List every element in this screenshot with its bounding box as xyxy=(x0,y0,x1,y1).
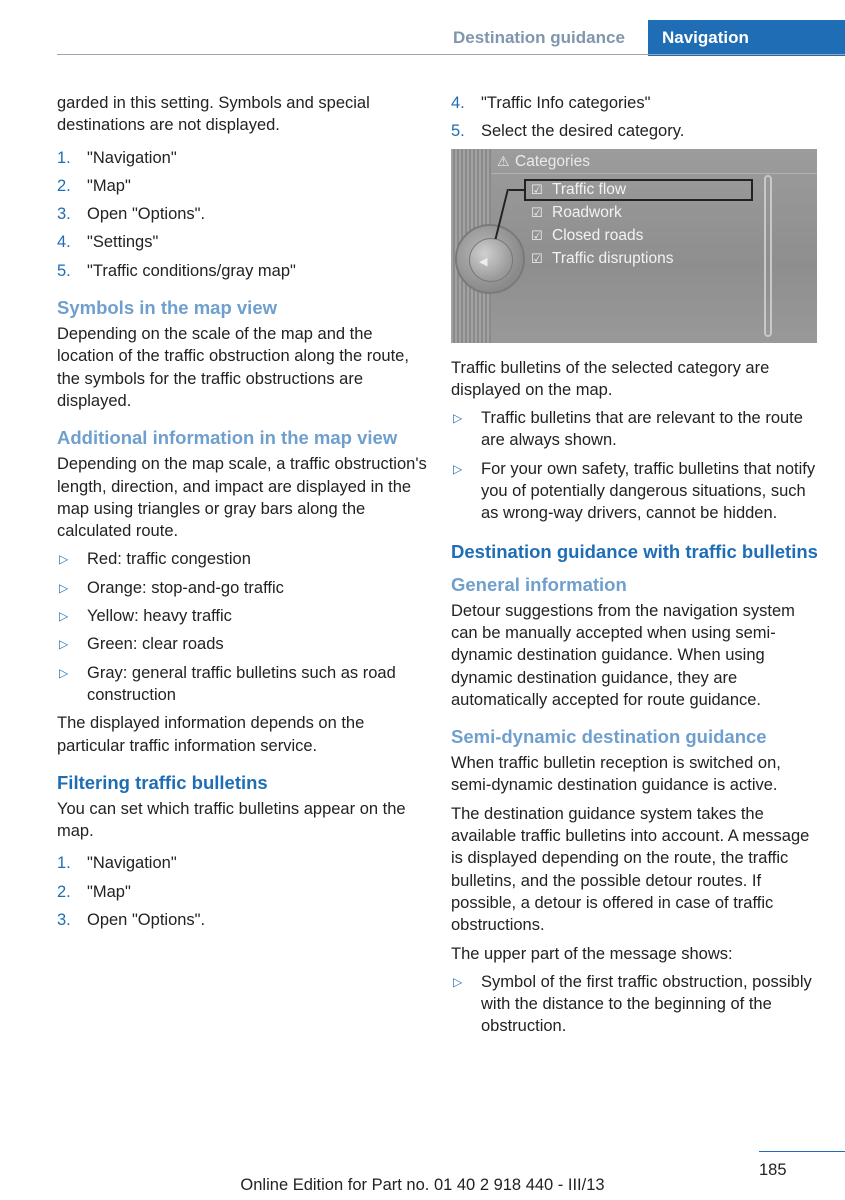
list-item-text: Gray: general traffic bulletins such as road construction xyxy=(87,663,396,704)
paragraph-general-info: Detour suggestions from the navigation system can be manually accepted when using semi-dynamic destination guidance. When using dynamic destination guidance, they are automatically accepted for route guidance. xyxy=(451,601,795,709)
step-item xyxy=(57,909,427,931)
step-number: 4. xyxy=(451,94,465,112)
step-number: 5. xyxy=(57,261,71,280)
heading-general-info: General information xyxy=(451,573,627,595)
list-item xyxy=(57,633,427,655)
list-item xyxy=(451,407,821,452)
selection-connector xyxy=(509,189,525,191)
heading-additional-info: Additional information in the map view xyxy=(57,427,398,449)
edition-footer: Online Edition for Part no. 01 40 2 918 440 - III/13 xyxy=(240,1176,605,1194)
paragraph-semi-dynamic-2: The destination guidance system takes the available traffic bulletins into account. A message is displayed depending on the route, the traffic bulletins, and the possible detour routes. If possible, a detour is offered in case of traffic obstructions. xyxy=(451,804,810,935)
triangle-bullet-icon: ▷ xyxy=(453,461,463,476)
list-item-text: Symbol of the first traffic obstruction, possibly with the distance to the beginning of the obstruction. xyxy=(481,972,812,1036)
color-bullets xyxy=(57,548,427,706)
step-number: 5. xyxy=(451,122,465,141)
step-text: "Navigation" xyxy=(87,148,177,167)
list-item xyxy=(57,662,427,707)
step-number: 3. xyxy=(57,205,71,224)
triangle-bullet-icon: ▷ xyxy=(59,637,69,652)
heading-symbols: Symbols in the map view xyxy=(57,297,278,319)
step-item xyxy=(57,147,427,169)
step-item xyxy=(57,175,427,197)
heading-filtering: Filtering traffic bulletins xyxy=(57,771,268,793)
triangle-bullet-icon: ▷ xyxy=(59,552,69,567)
category-traffic-flow[interactable] xyxy=(531,180,626,200)
right-column xyxy=(451,92,821,1044)
step-text: "Settings" xyxy=(87,233,159,252)
step-number: 1. xyxy=(57,854,71,873)
controller-knob-icon xyxy=(469,238,513,282)
running-header-section: Destination guidance xyxy=(453,28,625,47)
intro-paragraph: garded in this setting. Symbols and special destinations are not displayed. xyxy=(57,94,370,135)
list-item xyxy=(57,605,427,627)
step-item xyxy=(451,120,821,142)
paragraph-filtering: You can set which traffic bulletins appear on the map. xyxy=(57,799,406,841)
triangle-bullet-icon: ▷ xyxy=(59,580,69,595)
step-number: 1. xyxy=(57,148,71,167)
step-text: Open "Options". xyxy=(87,205,206,224)
step-number: 4. xyxy=(57,233,71,252)
list-item xyxy=(451,458,821,525)
categories-screen-illustration xyxy=(451,149,817,343)
traffic-info-icon: ⚠ xyxy=(497,152,510,169)
message-bullets xyxy=(451,971,821,1038)
footer-rule xyxy=(759,1151,845,1152)
step-item xyxy=(57,852,427,874)
running-header-chapter: Navigation xyxy=(648,20,845,56)
checkbox-checked-icon: ☑ xyxy=(531,250,543,266)
triangle-bullet-icon: ▷ xyxy=(453,411,463,426)
header-rule xyxy=(57,54,845,55)
checkbox-checked-icon: ☑ xyxy=(531,181,543,197)
triangle-bullet-icon: ▷ xyxy=(59,609,69,624)
paragraph-semi-dynamic-1: When traffic bulletin reception is switched on, semi-dynamic destination guidance is active. xyxy=(451,754,781,795)
step-text: "Traffic Info categories" xyxy=(481,94,651,112)
list-item xyxy=(451,971,821,1038)
category-steps xyxy=(451,92,821,143)
step-number: 2. xyxy=(57,882,71,901)
list-item-text: Traffic bulletins that are relevant to the route are always shown. xyxy=(481,409,803,450)
checkbox-checked-icon: ☑ xyxy=(531,227,543,243)
triangle-bullet-icon: ▷ xyxy=(59,665,69,680)
checkbox-checked-icon: ☑ xyxy=(531,204,543,220)
step-number: 2. xyxy=(57,176,71,195)
category-label: Traffic disruptions xyxy=(552,249,674,267)
step-number: 3. xyxy=(57,911,71,930)
page-number: 185 xyxy=(759,1161,787,1179)
step-item xyxy=(451,92,821,114)
category-traffic-disruptions[interactable] xyxy=(531,249,673,269)
step-text: "Navigation" xyxy=(87,854,177,873)
left-column xyxy=(57,92,427,945)
paragraph-additional-info: Depending on the map scale, a traffic obstruction's length, direction, and impact are displayed in the map using triangles or gray bars along the calculated route. xyxy=(57,455,427,541)
category-label: Closed roads xyxy=(552,226,644,244)
paragraph-bulletins: Traffic bulletins of the selected category are displayed on the map. xyxy=(451,358,770,399)
screen-scrollbar[interactable] xyxy=(764,175,772,337)
category-roadwork[interactable] xyxy=(531,203,622,223)
category-closed-roads[interactable] xyxy=(531,226,643,246)
settings-steps xyxy=(57,147,427,282)
paragraph-symbols: Depending on the scale of the map and the location of the traffic obstruction along the route, the symbols for the traffic obstructions are displayed. xyxy=(57,325,409,410)
category-label: Traffic flow xyxy=(552,180,627,198)
filter-steps xyxy=(57,852,427,931)
step-text: "Map" xyxy=(87,882,131,901)
step-text: "Traffic conditions/gray map" xyxy=(87,261,296,280)
heading-destination-guidance: Destination guidance with traffic bulletins xyxy=(451,540,818,562)
step-item xyxy=(57,260,427,282)
left-arrow-icon: ◀ xyxy=(479,255,488,268)
step-item xyxy=(57,231,427,253)
list-item xyxy=(57,548,427,570)
list-item-text: For your own safety, traffic bulletins that notify you of potentially dangerous situations, such as wrong-way drivers, cannot be hidden. xyxy=(481,459,816,523)
screen-title xyxy=(497,151,590,172)
paragraph-upper-part: The upper part of the message shows: xyxy=(451,944,733,963)
screen-title-text: Categories xyxy=(515,152,590,170)
step-text: "Map" xyxy=(87,176,131,195)
triangle-bullet-icon: ▷ xyxy=(453,974,463,989)
step-item xyxy=(57,203,427,225)
list-item xyxy=(57,577,427,599)
list-item-text: Green: clear roads xyxy=(87,635,224,654)
step-text: Open "Options". xyxy=(87,911,206,930)
list-item-text: Orange: stop-and-go traffic xyxy=(87,578,284,597)
heading-semi-dynamic: Semi-dynamic destination guidance xyxy=(451,726,767,748)
paragraph-depends: The displayed information depends on the particular traffic information service. xyxy=(57,714,365,755)
list-item-text: Red: traffic congestion xyxy=(87,550,251,569)
bulletin-bullets xyxy=(451,407,821,524)
screen-divider xyxy=(491,173,817,174)
category-label: Roadwork xyxy=(552,203,622,221)
step-text: Select the desired category. xyxy=(481,122,685,141)
step-item xyxy=(57,881,427,903)
list-item-text: Yellow: heavy traffic xyxy=(87,607,232,626)
